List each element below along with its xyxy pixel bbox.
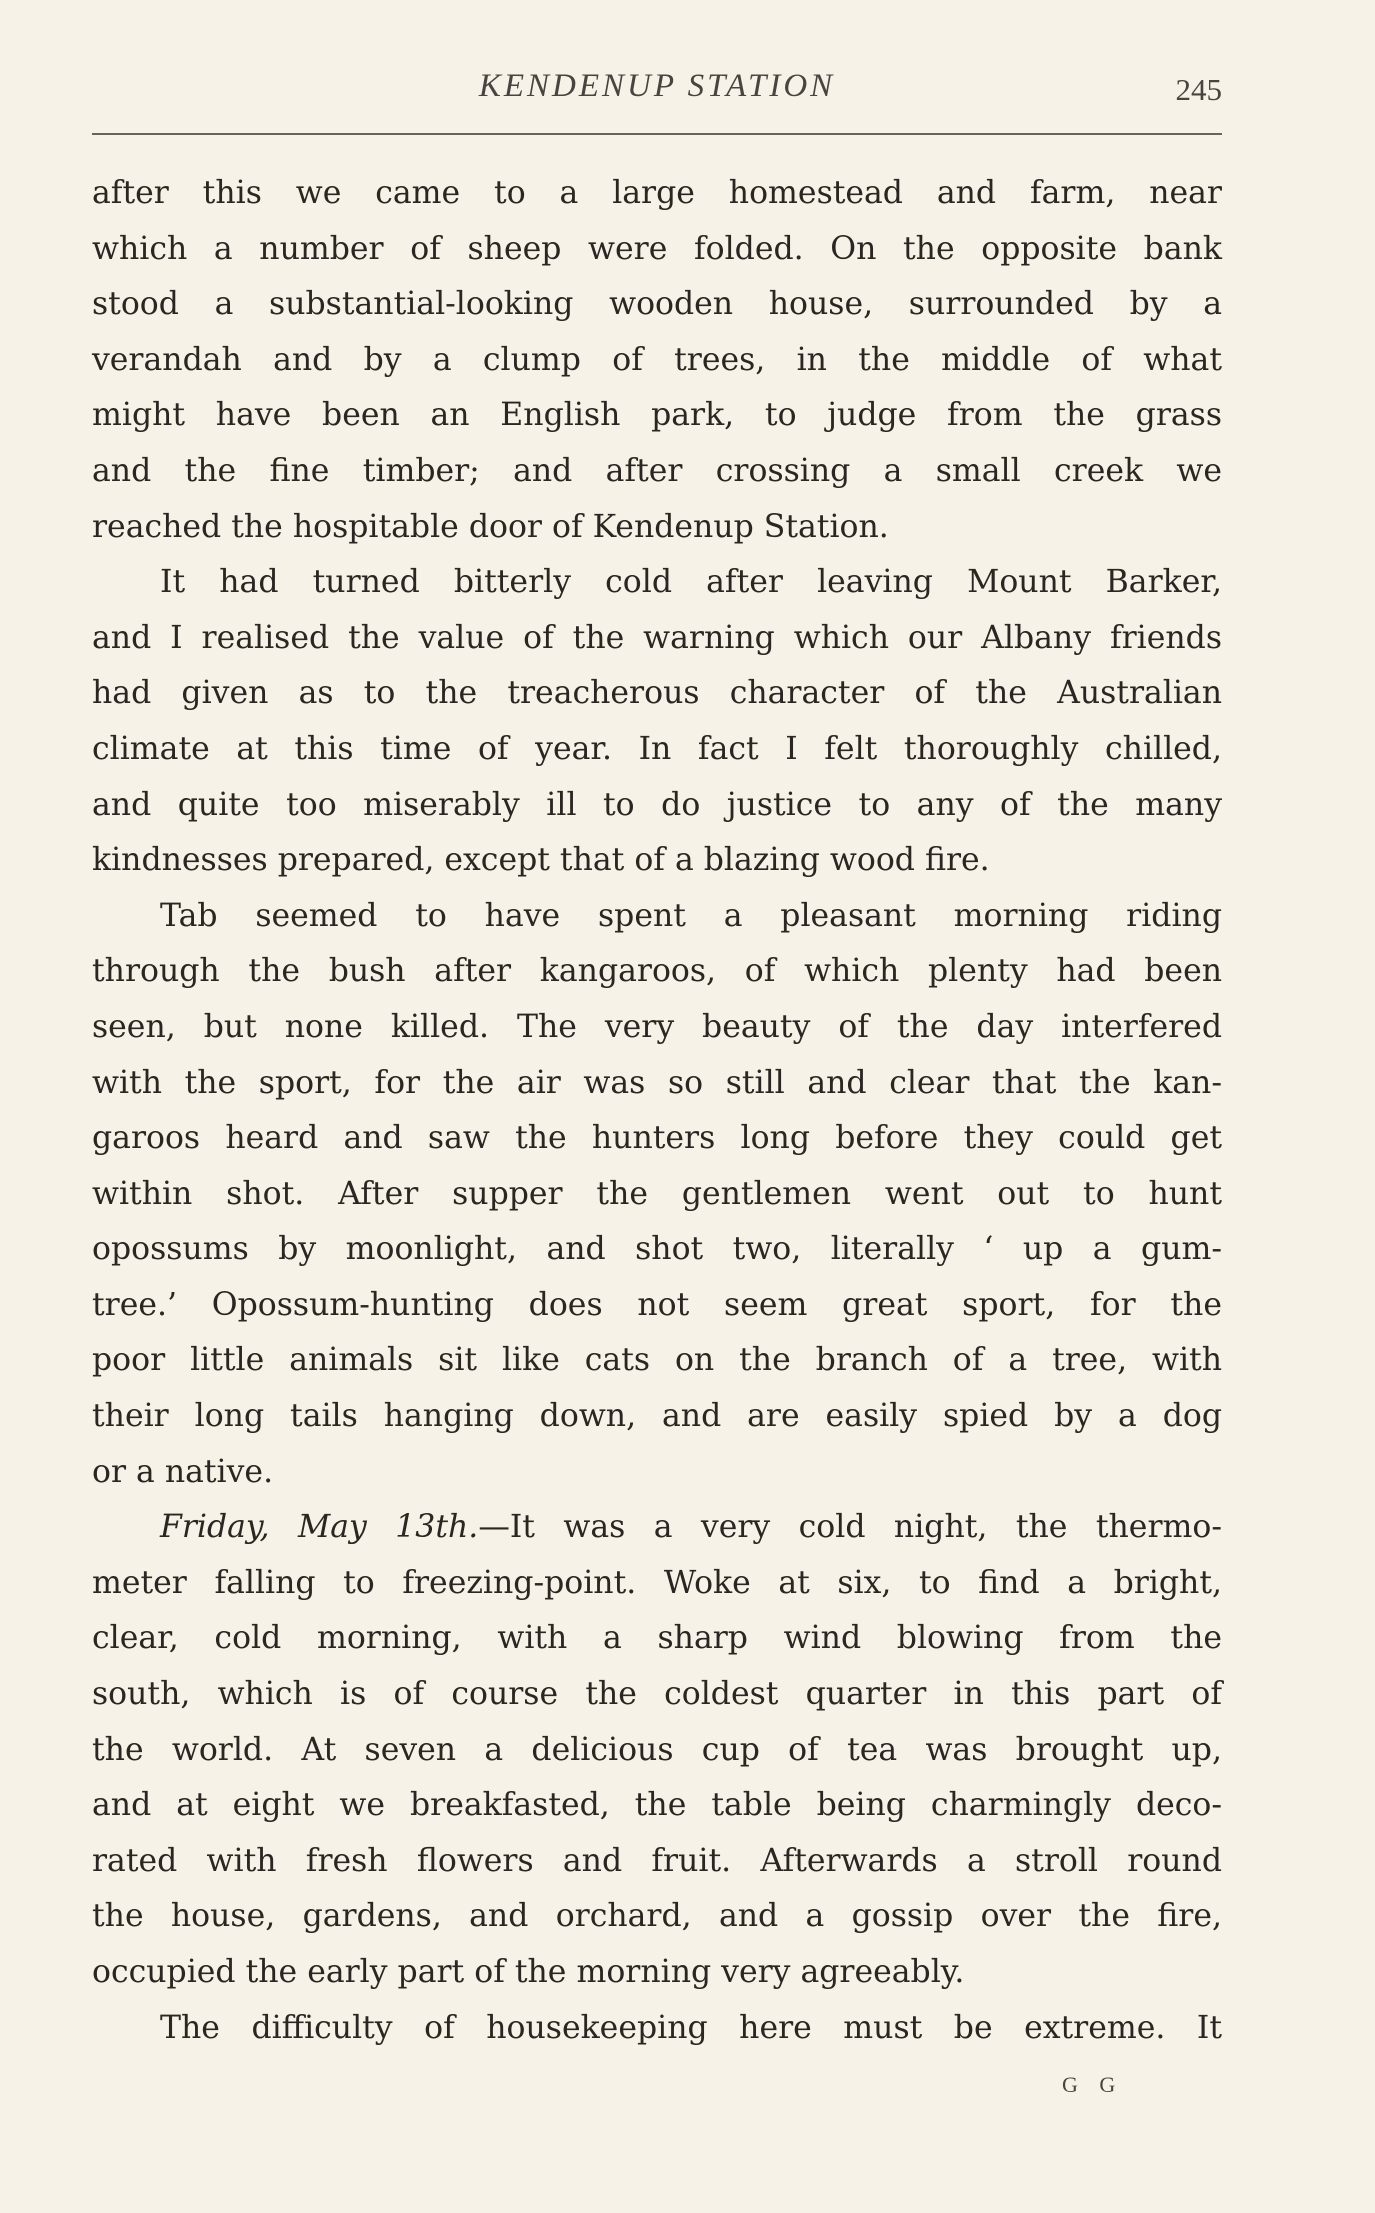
- text-line: It had turned bitterly cold after leaving Mount Barker,: [160, 564, 1222, 601]
- text-line: and at eight we breakfasted, the table being charmingly deco-: [92, 1787, 1222, 1824]
- text-line: the house, gardens, and orchard, and a gossip over the fire,: [92, 1898, 1222, 1935]
- text-line: verandah and by a clump of trees, in the middle of what: [92, 341, 1222, 378]
- body-text: [92, 166, 1222, 2056]
- text-line: might have been an English park, to judge from the grass: [92, 397, 1222, 434]
- text-line: garoos heard and saw the hunters long before they could get: [92, 1120, 1222, 1157]
- text-line: meter falling to freezing-point. Woke at six, to find a bright,: [92, 1564, 1222, 1601]
- text-line: seen, but none killed. The very beauty of the day interfered: [92, 1008, 1222, 1045]
- text-line: and I realised the value of the warning which our Albany friends: [92, 619, 1222, 656]
- text-line: their long tails hanging down, and are easily spied by a dog: [92, 1398, 1222, 1435]
- text-line: rated with fresh flowers and fruit. Afterwards a stroll round: [92, 1842, 1222, 1879]
- text-line: after this we came to a large homestead and farm, near: [92, 175, 1222, 211]
- text-line: climate at this time of year. In fact I felt thoroughly chilled,: [92, 730, 1222, 767]
- text-line: tree.’ Opossum-hunting does not seem great sport, for the: [92, 1286, 1222, 1323]
- text-line: The difficulty of housekeeping here must be extreme. It: [160, 2009, 1222, 2046]
- signature-mark: G G: [1062, 2072, 1124, 2097]
- text-line: through the bush after kangaroos, of which plenty had been: [92, 953, 1222, 990]
- text-line: the world. At seven a delicious cup of tea was brought up,: [92, 1731, 1222, 1768]
- text-line: —It was a very cold night, the thermo-: [478, 1509, 1222, 1546]
- text-line: poor little animals sit like cats on the branch of a tree, with: [92, 1342, 1222, 1379]
- text-line: and the fine timber; and after crossing a small creek we: [92, 452, 1222, 489]
- text-line: within shot. After supper the gentlemen went out to hunt: [92, 1175, 1222, 1212]
- text-line: south, which is of course the coldest quarter in this part of: [92, 1676, 1222, 1713]
- text-line: reached the hospitable door of Kendenup Station.: [92, 508, 889, 545]
- text-line: clear, cold morning, with a sharp wind blowing from the: [92, 1620, 1222, 1657]
- text-line: had given as to the treacherous character of the Australian: [92, 675, 1222, 712]
- text-line: and quite too miserably ill to do justice to any of the many: [92, 786, 1222, 823]
- text-line: stood a substantial-looking wooden house, surrounded by a: [92, 286, 1222, 323]
- text-line: kindnesses prepared, except that of a blazing wood fire.: [92, 842, 990, 879]
- dateline-line: [92, 1500, 1222, 1556]
- header-rule: [92, 133, 1222, 135]
- text-line: which a number of sheep were folded. On the opposite bank: [92, 230, 1222, 267]
- text-line: Tab seemed to have spent a pleasant morning riding: [160, 897, 1222, 934]
- text-line: with the sport, for the air was so still and clear that the kan-: [92, 1064, 1222, 1101]
- text-line: or a native.: [92, 1453, 274, 1490]
- text-line: opossums by moonlight, and shot two, literally ‘ up a gum-: [92, 1231, 1222, 1268]
- page-number: 245: [1175, 72, 1222, 107]
- running-title: KENDENUP STATION: [478, 68, 836, 104]
- text-line: occupied the early part of the morning very agreeably.: [92, 1954, 965, 1990]
- running-head: [92, 64, 1222, 112]
- dateline: Friday, May 13th.: [160, 1509, 479, 1546]
